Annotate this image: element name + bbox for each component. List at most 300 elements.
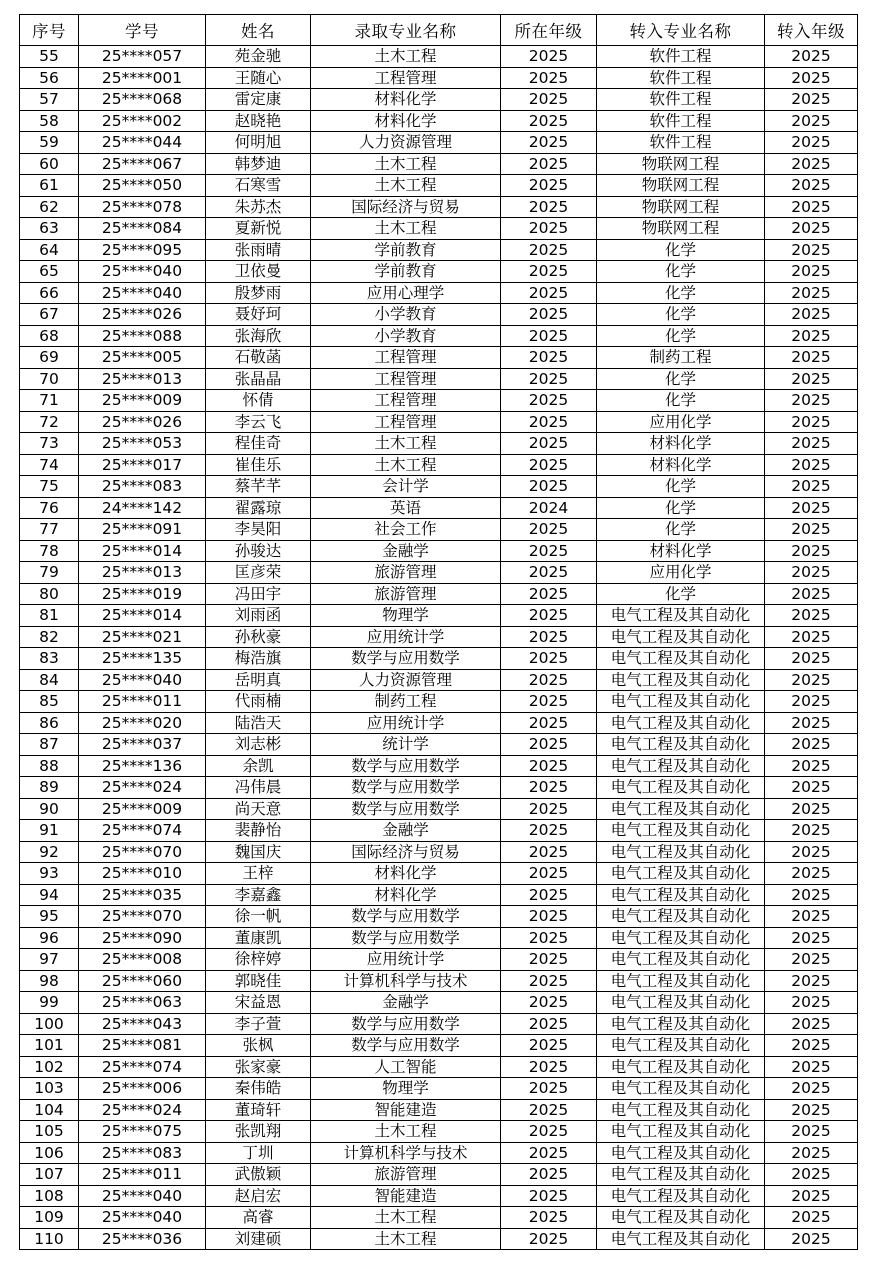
cell-transfer-grade: 2025 [765, 476, 858, 498]
cell-student-id: 25****024 [79, 1099, 206, 1121]
cell-student-id: 25****083 [79, 1142, 206, 1164]
cell-current-grade: 2025 [501, 132, 597, 154]
cell-transfer-grade: 2025 [765, 1207, 858, 1229]
cell-seq: 61 [20, 175, 79, 197]
cell-admitted-major: 英语 [311, 497, 501, 519]
cell-transfer-grade: 2025 [765, 1164, 858, 1186]
cell-transfer-grade: 2025 [765, 734, 858, 756]
table-row [20, 605, 858, 627]
cell-seq: 72 [20, 411, 79, 433]
cell-transfer-grade: 2025 [765, 648, 858, 670]
cell-name: 李昊阳 [206, 519, 311, 541]
cell-admitted-major: 人力资源管理 [311, 132, 501, 154]
cell-transfer-grade: 2025 [765, 583, 858, 605]
cell-current-grade: 2025 [501, 476, 597, 498]
cell-admitted-major: 应用统计学 [311, 949, 501, 971]
cell-current-grade: 2025 [501, 755, 597, 777]
cell-seq: 70 [20, 368, 79, 390]
cell-admitted-major: 小学教育 [311, 304, 501, 326]
cell-transfer-grade: 2025 [765, 497, 858, 519]
cell-transfer-major: 电气工程及其自动化 [597, 648, 765, 670]
cell-seq: 82 [20, 626, 79, 648]
cell-transfer-grade: 2025 [765, 712, 858, 734]
cell-student-id: 25****050 [79, 175, 206, 197]
table-row [20, 454, 858, 476]
cell-name: 余凯 [206, 755, 311, 777]
cell-transfer-major: 化学 [597, 325, 765, 347]
cell-admitted-major: 数学与应用数学 [311, 1013, 501, 1035]
cell-name: 殷梦雨 [206, 282, 311, 304]
cell-current-grade: 2025 [501, 1142, 597, 1164]
cell-seq: 67 [20, 304, 79, 326]
cell-transfer-major: 电气工程及其自动化 [597, 777, 765, 799]
table-row [20, 196, 858, 218]
cell-student-id: 25****017 [79, 454, 206, 476]
cell-current-grade: 2025 [501, 1099, 597, 1121]
cell-seq: 86 [20, 712, 79, 734]
cell-student-id: 25****010 [79, 863, 206, 885]
cell-transfer-major: 电气工程及其自动化 [597, 841, 765, 863]
cell-seq: 64 [20, 239, 79, 261]
cell-seq: 84 [20, 669, 79, 691]
cell-seq: 73 [20, 433, 79, 455]
cell-admitted-major: 计算机科学与技术 [311, 970, 501, 992]
cell-name: 刘雨函 [206, 605, 311, 627]
table-row [20, 519, 858, 541]
cell-name: 怀倩 [206, 390, 311, 412]
cell-current-grade: 2025 [501, 1228, 597, 1250]
table-row [20, 1078, 858, 1100]
cell-transfer-grade: 2025 [765, 1142, 858, 1164]
cell-name: 丁圳 [206, 1142, 311, 1164]
cell-student-id: 25****068 [79, 89, 206, 111]
cell-transfer-grade: 2025 [765, 841, 858, 863]
cell-student-id: 25****013 [79, 368, 206, 390]
table-row [20, 1099, 858, 1121]
table-row [20, 1121, 858, 1143]
cell-transfer-grade: 2025 [765, 949, 858, 971]
table-row [20, 798, 858, 820]
cell-seq: 83 [20, 648, 79, 670]
cell-transfer-grade: 2025 [765, 626, 858, 648]
cell-seq: 92 [20, 841, 79, 863]
cell-current-grade: 2025 [501, 1056, 597, 1078]
table-row [20, 282, 858, 304]
cell-transfer-grade: 2025 [765, 411, 858, 433]
cell-transfer-grade: 2025 [765, 153, 858, 175]
table-row [20, 347, 858, 369]
cell-student-id: 25****083 [79, 476, 206, 498]
cell-name: 赵晓艳 [206, 110, 311, 132]
cell-student-id: 25****040 [79, 1207, 206, 1229]
cell-transfer-major: 化学 [597, 390, 765, 412]
cell-name: 李嘉鑫 [206, 884, 311, 906]
cell-transfer-grade: 2025 [765, 433, 858, 455]
cell-name: 张晶晶 [206, 368, 311, 390]
table-row [20, 1164, 858, 1186]
cell-transfer-grade: 2025 [765, 304, 858, 326]
table-row [20, 1228, 858, 1250]
cell-admitted-major: 应用统计学 [311, 712, 501, 734]
cell-transfer-grade: 2025 [765, 691, 858, 713]
cell-transfer-major: 化学 [597, 476, 765, 498]
cell-name: 赵启宏 [206, 1185, 311, 1207]
table-row [20, 218, 858, 240]
table-row [20, 411, 858, 433]
cell-student-id: 25****009 [79, 390, 206, 412]
cell-transfer-major: 软件工程 [597, 132, 765, 154]
table-row [20, 304, 858, 326]
cell-current-grade: 2025 [501, 562, 597, 584]
cell-transfer-grade: 2025 [765, 175, 858, 197]
cell-transfer-major: 化学 [597, 282, 765, 304]
table-row [20, 368, 858, 390]
cell-seq: 74 [20, 454, 79, 476]
cell-student-id: 25****009 [79, 798, 206, 820]
table-row [20, 1035, 858, 1057]
cell-current-grade: 2025 [501, 1035, 597, 1057]
cell-student-id: 25****040 [79, 669, 206, 691]
cell-name: 翟露琼 [206, 497, 311, 519]
cell-student-id: 25****053 [79, 433, 206, 455]
cell-transfer-major: 电气工程及其自动化 [597, 1164, 765, 1186]
cell-student-id: 25****070 [79, 841, 206, 863]
cell-transfer-grade: 2025 [765, 519, 858, 541]
cell-transfer-grade: 2025 [765, 777, 858, 799]
table-row [20, 433, 858, 455]
cell-admitted-major: 数学与应用数学 [311, 1035, 501, 1057]
cell-transfer-grade: 2025 [765, 132, 858, 154]
cell-seq: 55 [20, 46, 79, 68]
cell-student-id: 25****095 [79, 239, 206, 261]
table-body [20, 46, 858, 1250]
cell-admitted-major: 旅游管理 [311, 562, 501, 584]
cell-name: 张海欣 [206, 325, 311, 347]
table-header [20, 15, 858, 46]
cell-admitted-major: 工程管理 [311, 347, 501, 369]
cell-transfer-major: 电气工程及其自动化 [597, 626, 765, 648]
cell-seq: 65 [20, 261, 79, 283]
table-row [20, 820, 858, 842]
header-transfer-major: 转入专业名称 [597, 15, 765, 46]
cell-admitted-major: 工程管理 [311, 368, 501, 390]
cell-transfer-grade: 2025 [765, 1035, 858, 1057]
header-current-grade: 所在年级 [501, 15, 597, 46]
cell-admitted-major: 智能建造 [311, 1185, 501, 1207]
cell-transfer-major: 化学 [597, 239, 765, 261]
cell-student-id: 25****075 [79, 1121, 206, 1143]
cell-transfer-major: 化学 [597, 368, 765, 390]
cell-transfer-grade: 2025 [765, 798, 858, 820]
cell-seq: 79 [20, 562, 79, 584]
cell-student-id: 25****088 [79, 325, 206, 347]
cell-transfer-grade: 2025 [765, 196, 858, 218]
cell-student-id: 25****044 [79, 132, 206, 154]
cell-student-id: 25****040 [79, 261, 206, 283]
cell-current-grade: 2025 [501, 46, 597, 68]
cell-transfer-grade: 2025 [765, 325, 858, 347]
cell-name: 雷定康 [206, 89, 311, 111]
cell-student-id: 25****057 [79, 46, 206, 68]
table-row [20, 777, 858, 799]
cell-current-grade: 2025 [501, 411, 597, 433]
cell-transfer-grade: 2025 [765, 1121, 858, 1143]
cell-admitted-major: 材料化学 [311, 110, 501, 132]
cell-name: 冯伟晨 [206, 777, 311, 799]
table-row [20, 110, 858, 132]
cell-student-id: 25****074 [79, 820, 206, 842]
cell-current-grade: 2025 [501, 1013, 597, 1035]
cell-seq: 60 [20, 153, 79, 175]
cell-transfer-grade: 2025 [765, 540, 858, 562]
cell-current-grade: 2025 [501, 282, 597, 304]
cell-student-id: 25****036 [79, 1228, 206, 1250]
cell-name: 石寒雪 [206, 175, 311, 197]
cell-transfer-major: 化学 [597, 519, 765, 541]
cell-current-grade: 2025 [501, 153, 597, 175]
table-row [20, 325, 858, 347]
cell-student-id: 25****091 [79, 519, 206, 541]
cell-seq: 81 [20, 605, 79, 627]
table-row [20, 153, 858, 175]
cell-transfer-major: 电气工程及其自动化 [597, 927, 765, 949]
cell-name: 郭晓佳 [206, 970, 311, 992]
cell-name: 董琦轩 [206, 1099, 311, 1121]
cell-seq: 107 [20, 1164, 79, 1186]
table-row [20, 67, 858, 89]
cell-seq: 71 [20, 390, 79, 412]
cell-name: 张家豪 [206, 1056, 311, 1078]
cell-transfer-major: 材料化学 [597, 454, 765, 476]
cell-transfer-grade: 2025 [765, 669, 858, 691]
cell-admitted-major: 土木工程 [311, 218, 501, 240]
cell-admitted-major: 小学教育 [311, 325, 501, 347]
cell-current-grade: 2025 [501, 841, 597, 863]
table-row [20, 175, 858, 197]
cell-current-grade: 2025 [501, 820, 597, 842]
cell-student-id: 25****013 [79, 562, 206, 584]
cell-student-id: 25****035 [79, 884, 206, 906]
table-row [20, 927, 858, 949]
cell-transfer-grade: 2025 [765, 67, 858, 89]
cell-student-id: 25****026 [79, 411, 206, 433]
cell-current-grade: 2025 [501, 970, 597, 992]
cell-seq: 80 [20, 583, 79, 605]
cell-current-grade: 2025 [501, 798, 597, 820]
cell-name: 陆浩天 [206, 712, 311, 734]
cell-current-grade: 2025 [501, 863, 597, 885]
cell-transfer-grade: 2025 [765, 992, 858, 1014]
cell-name: 岳明真 [206, 669, 311, 691]
cell-admitted-major: 数学与应用数学 [311, 798, 501, 820]
cell-transfer-major: 化学 [597, 304, 765, 326]
cell-current-grade: 2025 [501, 304, 597, 326]
cell-name: 朱苏杰 [206, 196, 311, 218]
cell-name: 聂妤珂 [206, 304, 311, 326]
table-row [20, 970, 858, 992]
cell-seq: 100 [20, 1013, 79, 1035]
cell-seq: 85 [20, 691, 79, 713]
cell-seq: 69 [20, 347, 79, 369]
cell-current-grade: 2025 [501, 454, 597, 476]
cell-transfer-major: 电气工程及其自动化 [597, 669, 765, 691]
cell-name: 何明旭 [206, 132, 311, 154]
cell-admitted-major: 土木工程 [311, 175, 501, 197]
cell-transfer-major: 电气工程及其自动化 [597, 1078, 765, 1100]
cell-student-id: 25****084 [79, 218, 206, 240]
cell-name: 武傲颖 [206, 1164, 311, 1186]
cell-current-grade: 2025 [501, 347, 597, 369]
cell-seq: 76 [20, 497, 79, 519]
cell-transfer-major: 电气工程及其自动化 [597, 712, 765, 734]
cell-transfer-major: 化学 [597, 497, 765, 519]
cell-seq: 104 [20, 1099, 79, 1121]
cell-transfer-major: 物联网工程 [597, 153, 765, 175]
cell-admitted-major: 数学与应用数学 [311, 927, 501, 949]
cell-current-grade: 2025 [501, 261, 597, 283]
cell-student-id: 24****142 [79, 497, 206, 519]
cell-student-id: 25****081 [79, 1035, 206, 1057]
cell-current-grade: 2024 [501, 497, 597, 519]
cell-current-grade: 2025 [501, 734, 597, 756]
cell-current-grade: 2025 [501, 1185, 597, 1207]
cell-seq: 99 [20, 992, 79, 1014]
cell-transfer-major: 应用化学 [597, 562, 765, 584]
cell-admitted-major: 旅游管理 [311, 583, 501, 605]
cell-transfer-grade: 2025 [765, 218, 858, 240]
header-row [20, 15, 858, 46]
cell-admitted-major: 物理学 [311, 605, 501, 627]
transfer-roster-table [19, 14, 858, 1250]
cell-current-grade: 2025 [501, 110, 597, 132]
cell-admitted-major: 工程管理 [311, 390, 501, 412]
cell-student-id: 25****067 [79, 153, 206, 175]
cell-current-grade: 2025 [501, 67, 597, 89]
cell-seq: 110 [20, 1228, 79, 1250]
cell-transfer-major: 电气工程及其自动化 [597, 949, 765, 971]
cell-transfer-grade: 2025 [765, 347, 858, 369]
cell-transfer-grade: 2025 [765, 46, 858, 68]
cell-seq: 94 [20, 884, 79, 906]
cell-student-id: 25****005 [79, 347, 206, 369]
cell-seq: 66 [20, 282, 79, 304]
header-name: 姓名 [206, 15, 311, 46]
cell-current-grade: 2025 [501, 390, 597, 412]
cell-transfer-major: 应用化学 [597, 411, 765, 433]
table-row [20, 669, 858, 691]
cell-transfer-major: 化学 [597, 261, 765, 283]
table-row [20, 89, 858, 111]
cell-transfer-major: 电气工程及其自动化 [597, 1228, 765, 1250]
cell-name: 裴静怡 [206, 820, 311, 842]
cell-name: 冯田宇 [206, 583, 311, 605]
cell-admitted-major: 应用统计学 [311, 626, 501, 648]
cell-student-id: 25****008 [79, 949, 206, 971]
cell-seq: 58 [20, 110, 79, 132]
cell-transfer-major: 电气工程及其自动化 [597, 1056, 765, 1078]
cell-transfer-major: 电气工程及其自动化 [597, 1013, 765, 1035]
cell-admitted-major: 土木工程 [311, 1121, 501, 1143]
cell-current-grade: 2025 [501, 325, 597, 347]
cell-current-grade: 2025 [501, 196, 597, 218]
cell-admitted-major: 土木工程 [311, 46, 501, 68]
cell-name: 张雨晴 [206, 239, 311, 261]
cell-current-grade: 2025 [501, 992, 597, 1014]
cell-name: 韩梦迪 [206, 153, 311, 175]
cell-transfer-grade: 2025 [765, 1013, 858, 1035]
header-admitted-major: 录取专业名称 [311, 15, 501, 46]
cell-transfer-grade: 2025 [765, 282, 858, 304]
cell-student-id: 25****074 [79, 1056, 206, 1078]
table-row [20, 712, 858, 734]
cell-current-grade: 2025 [501, 89, 597, 111]
cell-name: 秦伟皓 [206, 1078, 311, 1100]
cell-admitted-major: 数学与应用数学 [311, 777, 501, 799]
cell-transfer-grade: 2025 [765, 1099, 858, 1121]
cell-admitted-major: 统计学 [311, 734, 501, 756]
cell-seq: 57 [20, 89, 79, 111]
cell-seq: 105 [20, 1121, 79, 1143]
cell-seq: 56 [20, 67, 79, 89]
table-row [20, 841, 858, 863]
cell-transfer-grade: 2025 [765, 1228, 858, 1250]
cell-seq: 95 [20, 906, 79, 928]
cell-admitted-major: 金融学 [311, 540, 501, 562]
table-row [20, 906, 858, 928]
cell-admitted-major: 物理学 [311, 1078, 501, 1100]
cell-name: 孙秋豪 [206, 626, 311, 648]
cell-transfer-grade: 2025 [765, 454, 858, 476]
table-row [20, 648, 858, 670]
cell-transfer-major: 电气工程及其自动化 [597, 1142, 765, 1164]
cell-student-id: 25****001 [79, 67, 206, 89]
cell-current-grade: 2025 [501, 433, 597, 455]
cell-name: 梅浩旗 [206, 648, 311, 670]
cell-seq: 63 [20, 218, 79, 240]
cell-transfer-major: 电气工程及其自动化 [597, 755, 765, 777]
cell-seq: 102 [20, 1056, 79, 1078]
cell-seq: 68 [20, 325, 79, 347]
cell-name: 王随心 [206, 67, 311, 89]
cell-seq: 93 [20, 863, 79, 885]
table-row [20, 390, 858, 412]
table-row [20, 239, 858, 261]
cell-transfer-grade: 2025 [765, 89, 858, 111]
cell-current-grade: 2025 [501, 1078, 597, 1100]
cell-student-id: 25****037 [79, 734, 206, 756]
cell-seq: 78 [20, 540, 79, 562]
cell-transfer-grade: 2025 [765, 970, 858, 992]
cell-student-id: 25****070 [79, 906, 206, 928]
cell-name: 代雨楠 [206, 691, 311, 713]
cell-transfer-major: 电气工程及其自动化 [597, 1121, 765, 1143]
cell-name: 蔡芊芊 [206, 476, 311, 498]
cell-name: 李子萱 [206, 1013, 311, 1035]
cell-seq: 62 [20, 196, 79, 218]
cell-transfer-major: 电气工程及其自动化 [597, 1035, 765, 1057]
cell-current-grade: 2025 [501, 884, 597, 906]
cell-current-grade: 2025 [501, 1164, 597, 1186]
cell-student-id: 25****014 [79, 605, 206, 627]
table-row [20, 1185, 858, 1207]
cell-admitted-major: 材料化学 [311, 863, 501, 885]
cell-student-id: 25****011 [79, 691, 206, 713]
cell-transfer-major: 电气工程及其自动化 [597, 691, 765, 713]
cell-seq: 75 [20, 476, 79, 498]
cell-admitted-major: 材料化学 [311, 884, 501, 906]
cell-name: 程佳奇 [206, 433, 311, 455]
cell-name: 高睿 [206, 1207, 311, 1229]
